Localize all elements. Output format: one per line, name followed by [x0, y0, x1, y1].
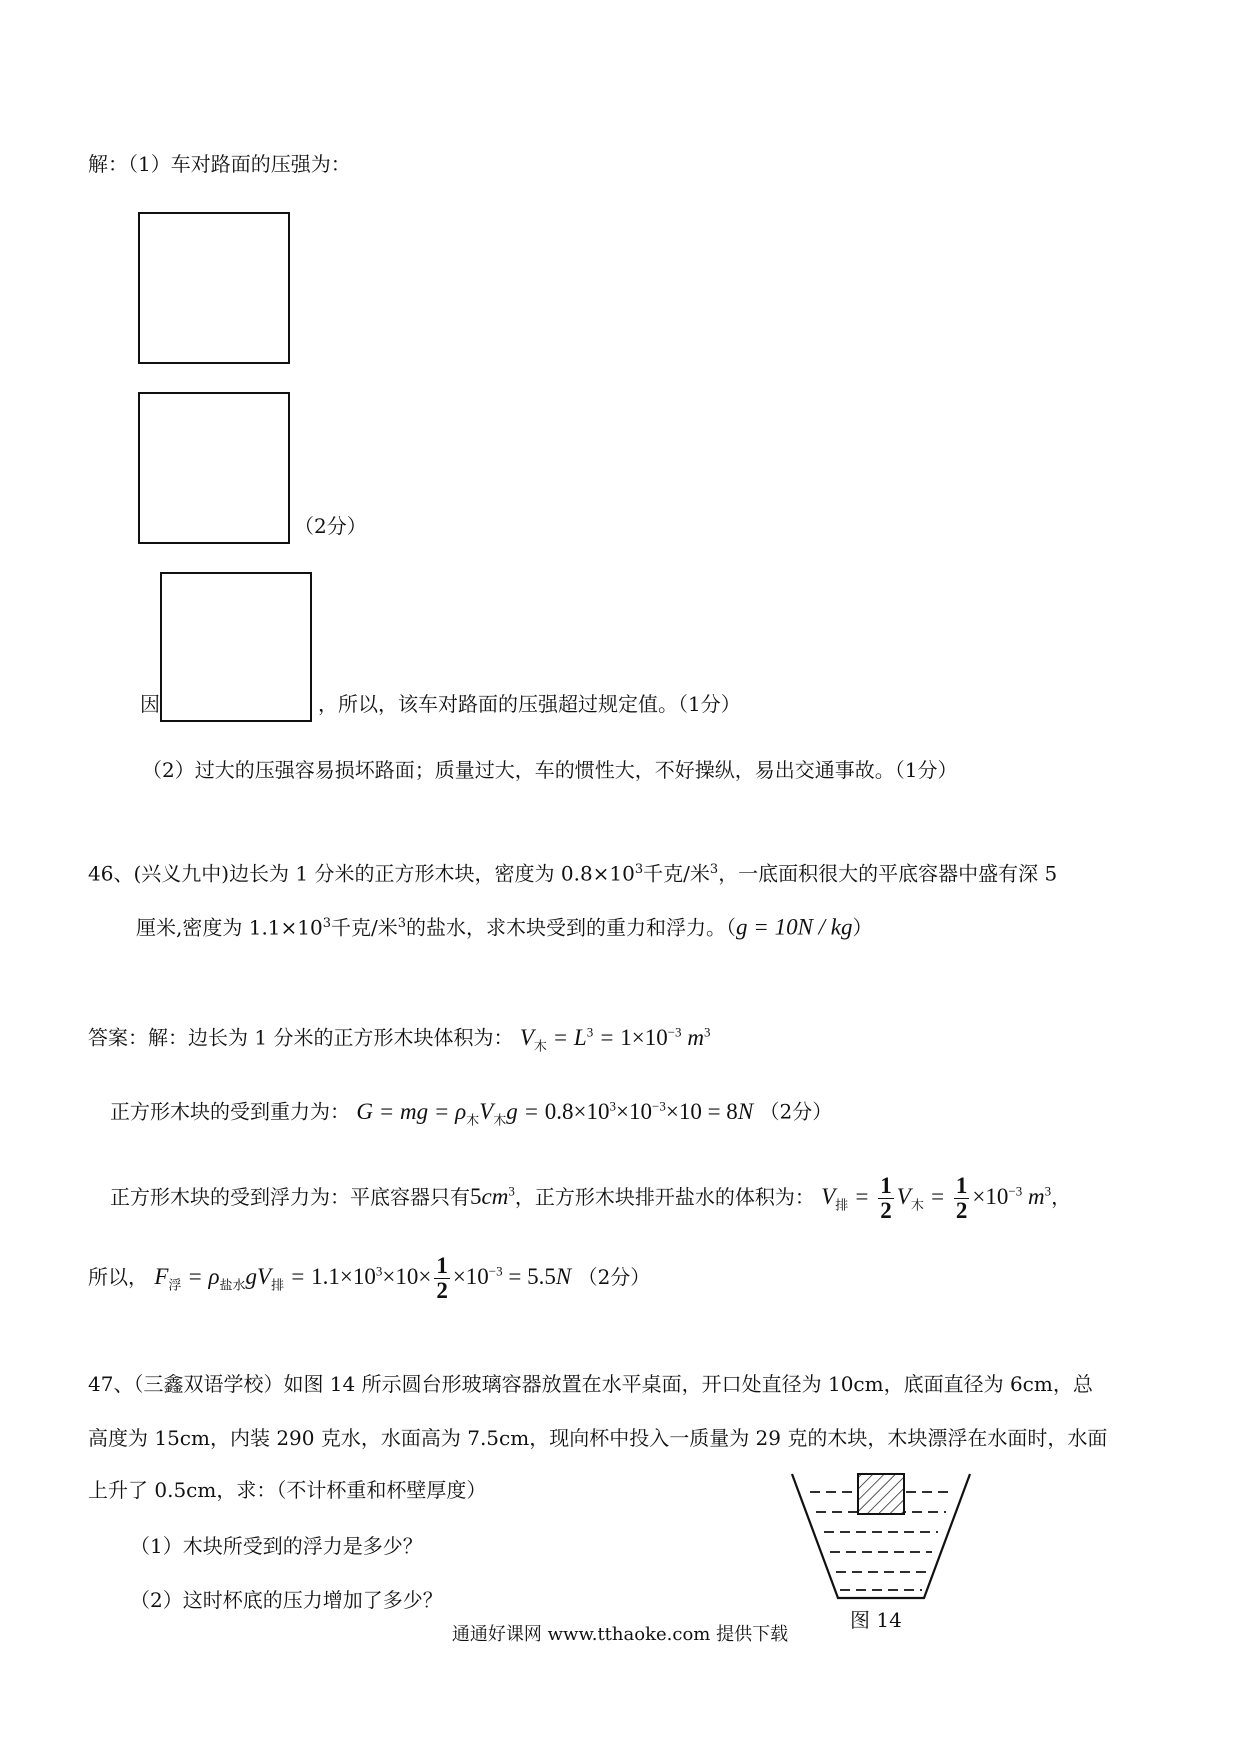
- solution-45-part2: （2）过大的压强容易损坏路面；质量过大，车的惯性大，不好操纵，易出交通事故。（1分）: [142, 758, 958, 782]
- question-46-line2: [136, 910, 873, 942]
- answer-text: 答案：解：边长为 1 分米的正方形木块体积为：: [88, 1025, 514, 1050]
- question-47-line1: 47、（三鑫双语学校）如图 14 所示圆台形玻璃容器放置在水平桌面，开口处直径为 10cm，底面直径为 6cm，总: [88, 1372, 1093, 1396]
- solution-45-line1: 解：（1）车对路面的压强为：: [88, 152, 351, 176]
- answer-text: 所以，: [88, 1264, 148, 1289]
- gravity-formula: G = mg = $\rho_木V_木g = 0.8\times 10^3\times 10^{-3}\times 10 = 8N$: [356, 1098, 754, 1128]
- answer-text: 正方形木块的受到重力为：: [110, 1099, 350, 1124]
- exponent: 3: [634, 862, 644, 877]
- answer-46-line1: [88, 1018, 710, 1060]
- question-text: 的盐水，求木块受到的重力和浮力。（: [406, 915, 737, 940]
- volume-formula: $V_木 = L^3 = 1\times 10^{-3}$ $m^3$: [519, 1024, 711, 1054]
- formula-image-placeholder-1: [138, 212, 290, 364]
- because-label: 因: [140, 692, 160, 716]
- answer-text: 正方形木块的受到浮力为：平底容器只有: [110, 1184, 470, 1209]
- unit-text: 千克/米: [331, 915, 398, 940]
- exponent: 3: [709, 862, 719, 877]
- question-text: 厘米,密度为 1.1×10: [136, 915, 323, 940]
- depth-volume: $5cm^3$: [470, 1183, 515, 1209]
- question-47-sub1: （1）木块所受到的浮力是多少？: [130, 1534, 423, 1558]
- wood-block: [858, 1474, 904, 1514]
- formula-image-placeholder-3: [160, 572, 312, 722]
- buoyancy-formula: $F_浮 = \rho_{盐水}gV_排 = 1.1\times 10^3\times 10\times$ $\frac{1}{2}$ $\times 10^{-3} = 5.5N$: [154, 1253, 572, 1303]
- gravity-constant: g = 10N / kg: [736, 914, 853, 940]
- solution-45-conclusion: ，所以，该车对路面的压强超过规定值。（1分）: [318, 692, 741, 716]
- page-footer: 通通好课网 www.tthaoke.com 提供下载: [451, 1624, 789, 1645]
- score-label: （2分）: [759, 1099, 833, 1124]
- figure-caption: 图 14: [850, 1608, 902, 1632]
- question-text: 边长为 1 分米的正方形木块，密度为 0.8×10: [229, 861, 635, 886]
- question-47-line2: 高度为 15cm，内装 290 克水，水面高为 7.5cm，现向杯中投入一质量为 29 克的木块，木块漂浮在水面时，水面: [88, 1426, 1108, 1450]
- question-47-line3: 上升了 0.5cm，求：（不计杯重和杯壁厚度）: [88, 1478, 487, 1502]
- exponent: 3: [322, 916, 332, 931]
- score-label: （2分）: [294, 514, 367, 538]
- unit-text: 千克/米: [643, 861, 710, 886]
- question-text: ）: [852, 915, 873, 940]
- formula-image-placeholder-2: [138, 392, 290, 544]
- question-46-line1: [88, 856, 1057, 888]
- question-text: ，一底面积很大的平底容器中盛有深 5: [718, 861, 1058, 886]
- answer-text: ，: [1051, 1184, 1072, 1209]
- answer-46-line4: [88, 1254, 650, 1303]
- question-number: 46、: [88, 861, 134, 886]
- answer-46-line3: [110, 1174, 1071, 1223]
- question-47-sub2: （2）这时杯底的压力增加了多少？: [130, 1588, 443, 1612]
- figure-14-container-diagram: [786, 1470, 976, 1610]
- exponent: 3: [397, 916, 407, 931]
- answer-46-line2: [110, 1092, 832, 1134]
- question-source: (兴义九中): [133, 861, 230, 886]
- answer-text: ，正方形木块排开盐水的体积为：: [514, 1184, 815, 1209]
- score-label: （2分）: [577, 1264, 651, 1289]
- displaced-volume-formula: $V_排$ = $\frac{1}{2}$ $V_木$ = $\frac{1}{2}$ $\times 10^{-3}$ $m^3$: [821, 1173, 1052, 1223]
